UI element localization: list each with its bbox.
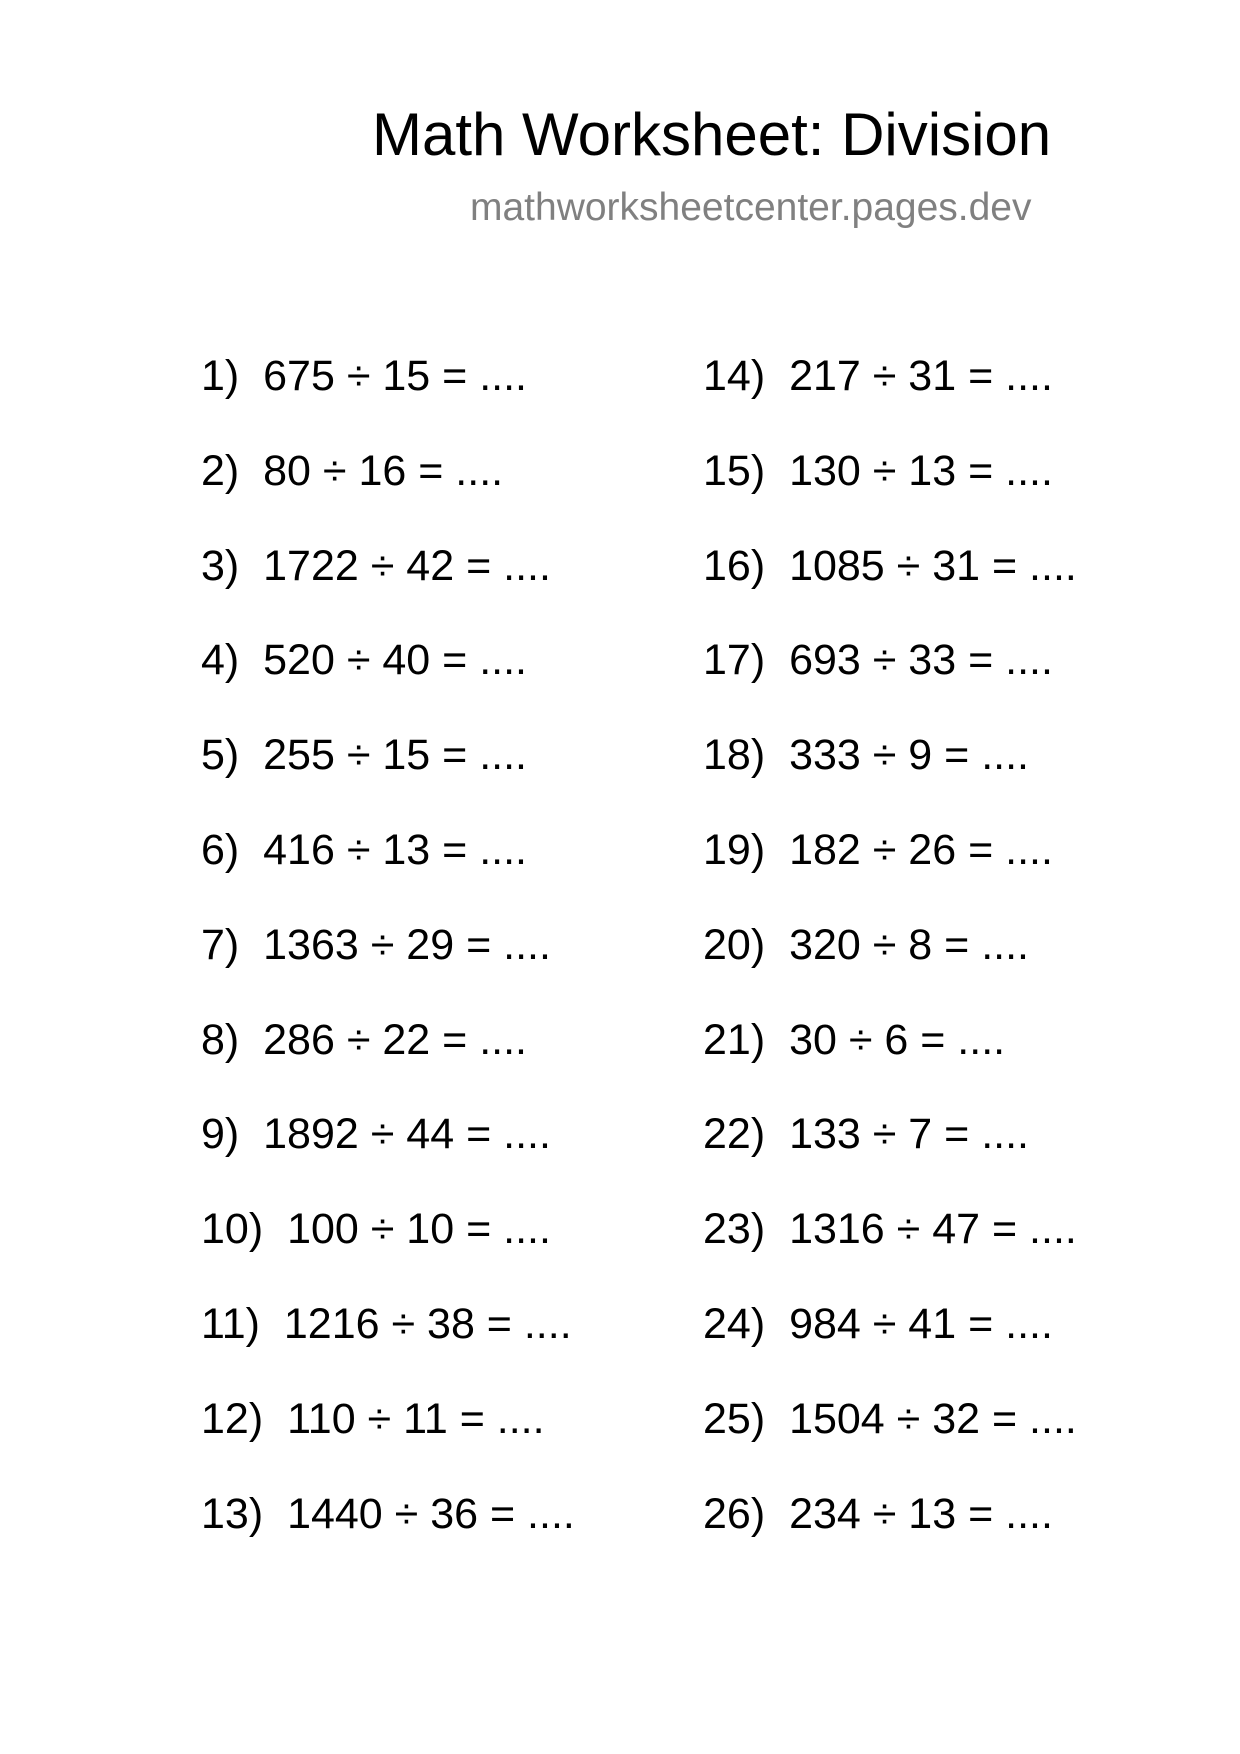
problem-expression: 217 ÷ 31 = ....: [789, 352, 1053, 400]
problem-expression: 1216 ÷ 38 = ....: [283, 1299, 572, 1348]
problem-item: [703, 919, 1077, 1014]
problem-item: [201, 350, 575, 445]
problem-item: [201, 540, 575, 635]
problem-item: [703, 1203, 1077, 1298]
problem-number: 7): [201, 920, 240, 969]
problem-number: 18): [703, 731, 766, 780]
problem-expression: 1085 ÷ 31 = ....: [789, 541, 1077, 590]
problem-expression: 1440 ÷ 36 = ....: [287, 1489, 575, 1538]
problem-number: 14): [703, 352, 766, 400]
problem-expression: 133 ÷ 7 = ....: [789, 1110, 1030, 1159]
problem-number: 15): [703, 446, 766, 495]
problem-item: [703, 634, 1077, 729]
problem-number: 19): [703, 825, 766, 874]
problem-item: [703, 1014, 1077, 1109]
problem-number: 21): [703, 1015, 766, 1064]
problem-number: 8): [201, 1015, 240, 1064]
problem-expression: 1504 ÷ 32 = ....: [789, 1394, 1077, 1443]
problem-number: 10): [201, 1205, 264, 1254]
problem-number: 22): [703, 1110, 766, 1159]
problem-number: 16): [703, 541, 766, 590]
problem-expression: 416 ÷ 13 = ....: [263, 825, 527, 874]
problem-expression: 984 ÷ 41 = ....: [789, 1299, 1053, 1348]
problem-expression: 234 ÷ 13 = ....: [789, 1489, 1053, 1538]
problem-expression: 1363 ÷ 29 = ....: [263, 920, 551, 969]
problem-item: [703, 1393, 1077, 1488]
problem-expression: 30 ÷ 6 = ....: [789, 1015, 1006, 1064]
problem-item: [703, 350, 1077, 445]
problem-expression: 693 ÷ 33 = ....: [789, 636, 1053, 685]
problem-number: 9): [201, 1110, 240, 1159]
problem-number: 6): [201, 825, 240, 874]
problem-expression: 255 ÷ 15 = ....: [263, 731, 527, 780]
problem-item: [201, 824, 575, 919]
problem-expression: 675 ÷ 15 = ....: [263, 352, 527, 400]
problem-item: [201, 634, 575, 729]
problem-number: 17): [703, 636, 766, 685]
worksheet-source-url: mathworksheetcenter.pages.dev: [470, 186, 1032, 229]
problem-number: 3): [201, 541, 240, 590]
problem-expression: 320 ÷ 8 = ....: [789, 920, 1030, 969]
problem-item: [201, 1014, 575, 1109]
problem-number: 26): [703, 1489, 766, 1538]
problem-item: [703, 1298, 1077, 1393]
problem-number: 12): [201, 1394, 264, 1443]
problem-item: [201, 1393, 575, 1488]
problem-number: 25): [703, 1394, 766, 1443]
problem-expression: 130 ÷ 13 = ....: [789, 446, 1053, 495]
problem-item: [703, 729, 1077, 824]
problem-number: 13): [201, 1489, 264, 1538]
problem-number: 1): [201, 352, 240, 400]
problem-item: [201, 1108, 575, 1203]
problem-expression: 100 ÷ 10 = ....: [287, 1205, 551, 1254]
problem-number: 2): [201, 446, 240, 495]
problem-expression: 333 ÷ 9 = ....: [789, 731, 1030, 780]
problem-column-right: [703, 350, 1077, 1582]
problem-expression: 286 ÷ 22 = ....: [263, 1015, 527, 1064]
problem-item: [201, 1298, 575, 1393]
problem-item: [201, 729, 575, 824]
problem-item: [703, 540, 1077, 635]
problem-item: [703, 824, 1077, 919]
problem-expression: 110 ÷ 11 = ....: [287, 1394, 545, 1443]
problem-expression: 1892 ÷ 44 = ....: [263, 1110, 551, 1159]
problem-item: [201, 445, 575, 540]
problem-number: 23): [703, 1205, 766, 1254]
worksheet-title: Math Worksheet: Division: [372, 101, 1052, 168]
problem-column-left: [201, 350, 575, 1582]
problem-number: 4): [201, 636, 240, 685]
problem-item: [201, 1488, 575, 1583]
problem-expression: 520 ÷ 40 = ....: [263, 636, 527, 685]
problem-number: 5): [201, 731, 240, 780]
problem-expression: 1722 ÷ 42 = ....: [263, 541, 551, 590]
problem-item: [703, 1108, 1077, 1203]
problem-number: 20): [703, 920, 766, 969]
problem-item: [201, 919, 575, 1014]
problem-number: 24): [703, 1299, 766, 1348]
problem-expression: 1316 ÷ 47 = ....: [789, 1205, 1077, 1254]
problem-item: [703, 1488, 1077, 1583]
problem-item: [201, 1203, 575, 1298]
problem-expression: 80 ÷ 16 = ....: [263, 446, 504, 495]
problem-item: [703, 445, 1077, 540]
problem-expression: 182 ÷ 26 = ....: [789, 825, 1053, 874]
problem-number: 11): [201, 1299, 260, 1348]
